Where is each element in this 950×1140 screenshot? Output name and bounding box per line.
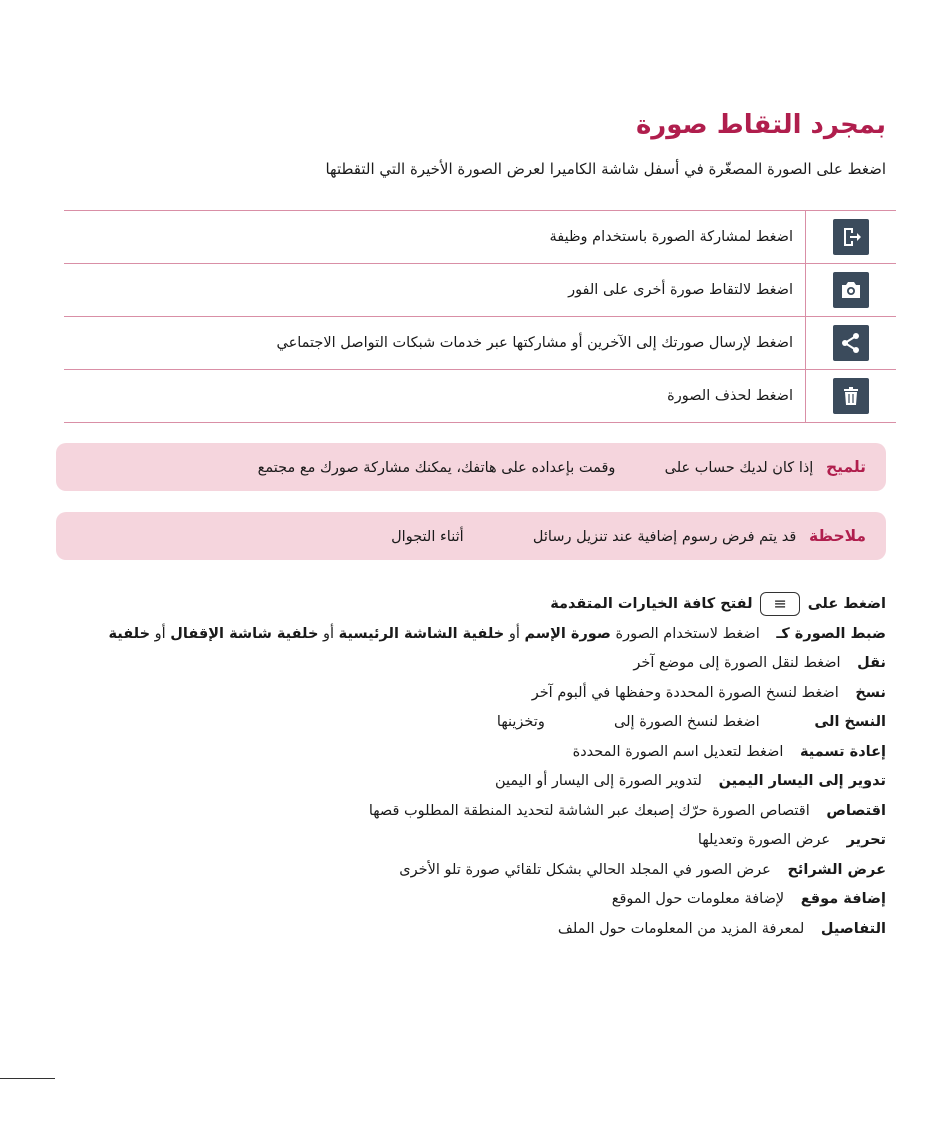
item-text: اقتصاص الصورة حرّك إصبعك عبر الشاشة لتحديد المنطقة المطلوب قصها bbox=[368, 802, 810, 819]
item-text-2: وتخزينها bbox=[496, 714, 545, 730]
table-row bbox=[64, 211, 896, 264]
item-text: اضغط لنسخ الصورة المحددة وحفظها في ألبوم آخر bbox=[531, 684, 839, 701]
menu-instruction-before: اضغط على bbox=[807, 596, 886, 612]
row-description: اضغط لحذف الصورة bbox=[667, 388, 793, 404]
camera-icon bbox=[833, 272, 869, 308]
item-text: لإضافة معلومات حول الموقع bbox=[611, 891, 785, 907]
row-description: اضغط لمشاركة الصورة باستخدام وظيفة bbox=[549, 229, 793, 245]
share-icon bbox=[833, 325, 869, 361]
list-item bbox=[56, 826, 886, 856]
tip-label: تلميح bbox=[825, 458, 866, 476]
menu-instruction bbox=[56, 590, 886, 620]
item-label: عرض الشرائح bbox=[787, 861, 886, 878]
item-label: اقتصاص bbox=[826, 802, 886, 819]
item-label: إضافة موقع bbox=[800, 891, 886, 907]
note-label: ملاحظة bbox=[808, 527, 866, 545]
item-label: التفاصيل bbox=[820, 920, 886, 937]
row-description: اضغط لإرسال صورتك إلى الآخرين أو مشاركتها عبر خدمات شبكات التواصل الاجتماعي bbox=[276, 335, 793, 351]
set-as-opt2: خلفية الشاشة الرئيسية bbox=[338, 625, 505, 642]
note-text-b: أثناء التجوال bbox=[391, 529, 464, 545]
item-label: نقل bbox=[857, 655, 886, 671]
menu-icon: ≡ bbox=[760, 592, 800, 616]
tip-callout bbox=[56, 443, 886, 491]
page-title: بمجرد التقاط صورة bbox=[635, 110, 886, 140]
tip-text-a: إذا كان لديك حساب على bbox=[664, 460, 814, 476]
list-item bbox=[56, 679, 886, 709]
list-item bbox=[56, 856, 886, 886]
item-text: عرض الصورة وتعديلها bbox=[697, 832, 830, 848]
footer-rule bbox=[0, 1078, 55, 1079]
item-label: تدوير إلى اليسار اليمين bbox=[718, 773, 886, 789]
item-text: عرض الصور في المجلد الحالي بشكل تلقائي صورة تلو الأخرى bbox=[399, 861, 771, 878]
list-item bbox=[56, 767, 886, 797]
item-text: لتدوير الصورة إلى اليسار أو اليمين bbox=[494, 773, 702, 789]
item-label: تحرير bbox=[846, 832, 886, 848]
set-as-opt1: صورة الإسم bbox=[524, 625, 611, 642]
tip-text-b: وقمت بإعداده على هاتفك، يمكنك مشاركة صورك مع مجتمع bbox=[257, 460, 616, 476]
set-as-text: اضغط لاستخدام الصورة bbox=[615, 625, 760, 642]
item-label: النسخ الى bbox=[814, 714, 886, 730]
options-list bbox=[56, 590, 886, 944]
note-callout bbox=[56, 512, 886, 560]
row-description: اضغط لالتقاط صورة أخرى على الفور bbox=[568, 282, 793, 298]
table-row bbox=[64, 317, 896, 370]
note-text-a: قد يتم فرض رسوم إضافية عند تنزيل رسائل bbox=[532, 529, 797, 545]
icon-table bbox=[64, 210, 896, 423]
item-text: لمعرفة المزيد من المعلومات حول الملف bbox=[557, 920, 805, 937]
set-as-opt4: خلفية bbox=[108, 625, 151, 642]
item-label: إعادة تسمية bbox=[799, 743, 886, 760]
set-as-opt3: خلفية شاشة الإقفال bbox=[170, 625, 319, 642]
set-as-or: أو bbox=[154, 625, 166, 642]
list-item bbox=[56, 797, 886, 827]
item-label: نسخ bbox=[855, 684, 886, 701]
set-as-or: أو bbox=[508, 625, 520, 642]
list-item bbox=[56, 620, 886, 650]
table-row bbox=[64, 264, 896, 317]
list-item bbox=[56, 915, 886, 945]
list-item bbox=[56, 649, 886, 679]
table-row bbox=[64, 370, 896, 423]
set-as-or: أو bbox=[323, 625, 335, 642]
set-as-label: ضبط الصورة كـ bbox=[776, 625, 886, 642]
item-text: اضغط لنقل الصورة إلى موضع آخر bbox=[633, 655, 841, 671]
list-item bbox=[56, 738, 886, 768]
menu-instruction-after: لفتح كافة الخيارات المتقدمة bbox=[550, 596, 753, 612]
share-exit-icon bbox=[833, 219, 869, 255]
list-item bbox=[56, 708, 886, 738]
intro-text: اضغط على الصورة المصغّرة في أسفل شاشة الكاميرا لعرض الصورة الأخيرة التي التقطتها bbox=[325, 160, 886, 178]
item-text: اضغط لتعديل اسم الصورة المحددة bbox=[572, 743, 784, 760]
list-item bbox=[56, 885, 886, 915]
trash-icon bbox=[833, 378, 869, 414]
item-text: اضغط لنسخ الصورة إلى bbox=[614, 714, 760, 730]
